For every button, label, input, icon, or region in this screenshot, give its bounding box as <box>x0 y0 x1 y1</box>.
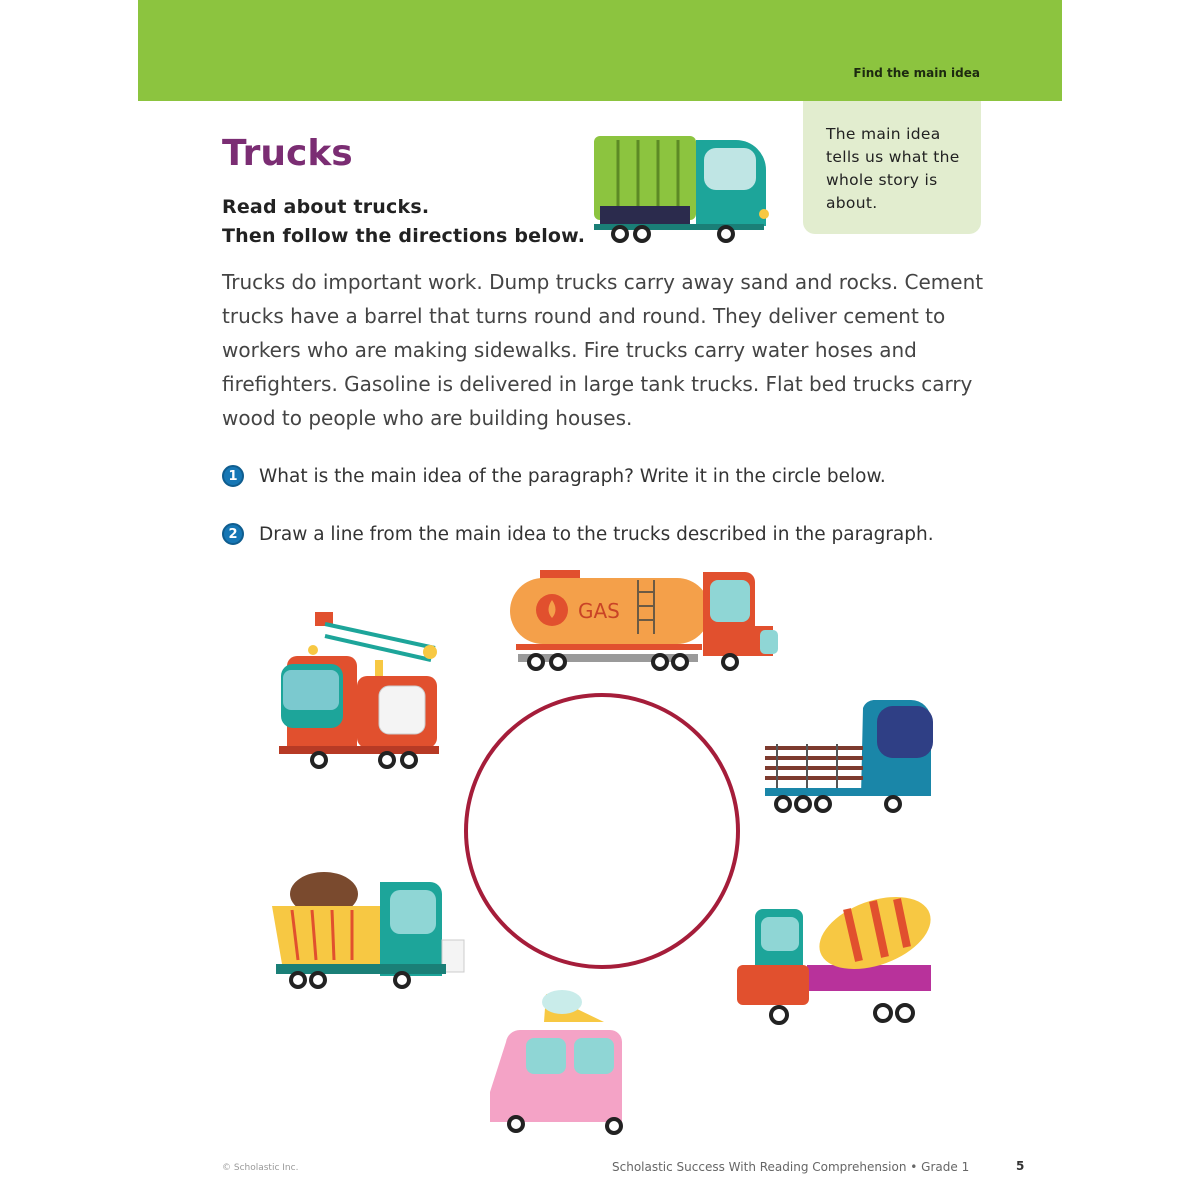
question-1 <box>222 465 886 487</box>
question-text-2: Draw a line from the main idea to the trucks described in the paragraph. <box>259 523 934 545</box>
header-band <box>138 0 1062 101</box>
instructions <box>222 193 585 251</box>
worksheet-page <box>138 0 1062 1200</box>
tip-box <box>803 101 981 234</box>
skill-label: Find the main idea <box>853 66 980 80</box>
ice-cream-car-icon[interactable] <box>486 982 651 1137</box>
flatbed-log-truck-icon[interactable] <box>763 700 938 815</box>
copyright: © Scholastic Inc. <box>222 1163 299 1173</box>
main-idea-answer-circle[interactable] <box>464 693 740 969</box>
question-2 <box>222 523 934 545</box>
instruction-line-1: Read about trucks. <box>222 196 430 218</box>
fire-truck-icon[interactable] <box>275 608 445 776</box>
question-number-1: 1 <box>222 465 244 487</box>
dump-truck-icon[interactable] <box>272 868 467 993</box>
question-number-2: 2 <box>222 523 244 545</box>
cement-mixer-truck-icon[interactable] <box>735 895 935 1030</box>
page-number: 5 <box>1016 1159 1025 1173</box>
question-text-1: What is the main idea of the paragraph? Write it in the circle below. <box>259 465 886 487</box>
page-title: Trucks <box>222 133 353 174</box>
tip-text: The main idea tells us what the whole story is about. <box>826 125 960 212</box>
garbage-truck-icon <box>590 130 770 248</box>
gas-tanker-truck-icon[interactable] <box>508 568 783 674</box>
reading-passage: Trucks do important work. Dump trucks carry away sand and rocks. Cement trucks have a barrel that turns round and round. They deliver cement to workers who are making sidewalks. Fire trucks carry water hoses and firefighters. Gasoline is delivered in large tank trucks. Flat bed trucks carry wood to people who are building houses. <box>222 270 984 430</box>
gas-label: GAS <box>578 599 620 623</box>
book-title: Scholastic Success With Reading Comprehension • Grade 1 <box>612 1160 970 1174</box>
instruction-line-2: Then follow the directions below. <box>222 225 586 247</box>
